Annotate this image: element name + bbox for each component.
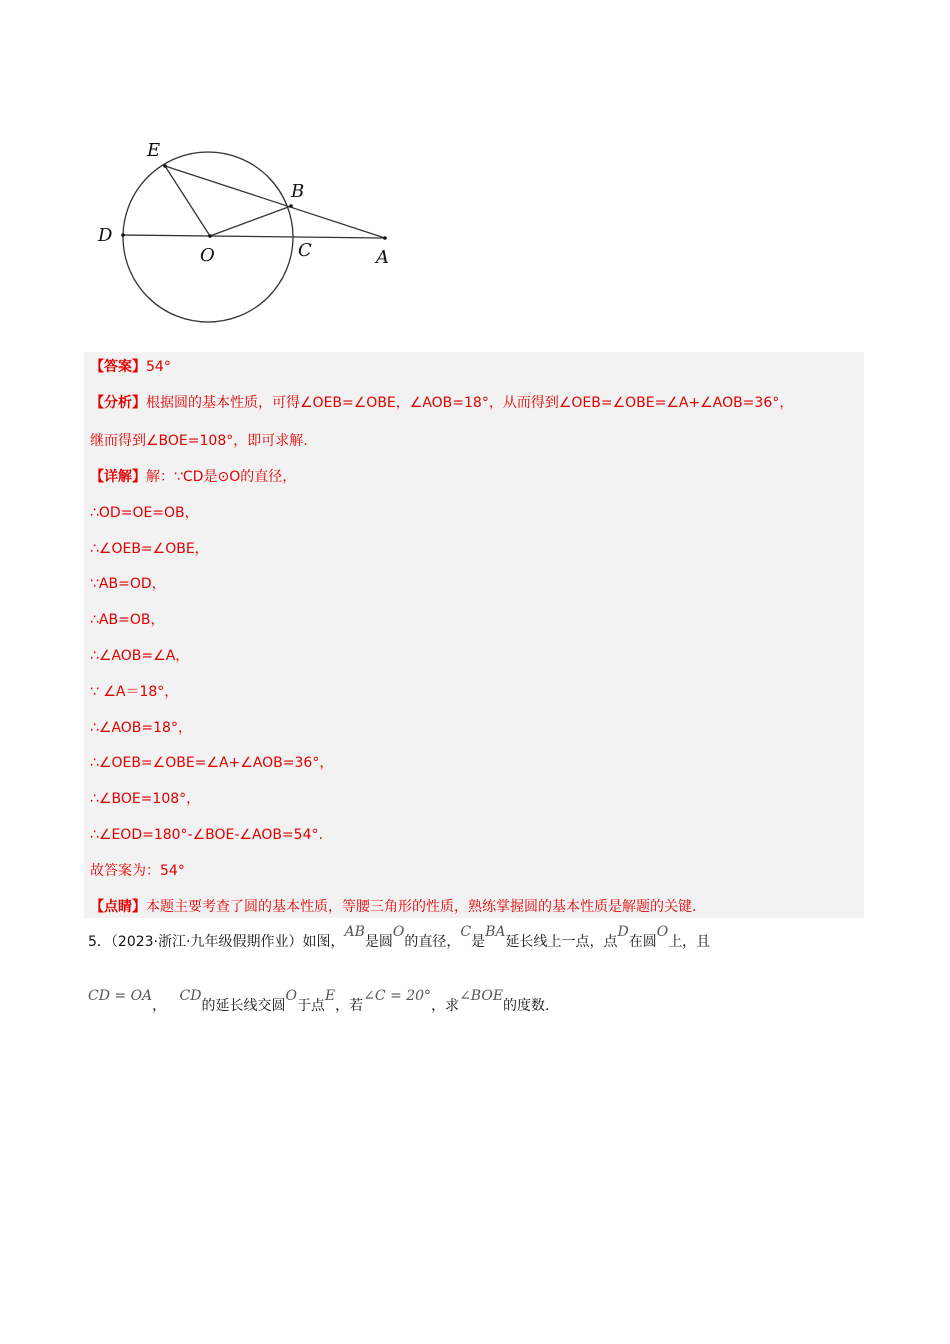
segment-o-e [165, 166, 210, 236]
detail-label: 【详解】 [90, 469, 146, 485]
detail-step: ∴∠AOB=∠A， [90, 648, 190, 664]
comment-text: 本题主要考查了圆的基本性质，等腰三角形的性质，熟练掌握圆的基本性质是解题的关键. [146, 899, 697, 915]
math-o: O [392, 924, 405, 940]
math-angle-boe: ∠BOE [459, 988, 504, 1004]
question-text: 于点 [296, 998, 325, 1014]
label-e: E [147, 140, 161, 161]
label-c: C [298, 240, 312, 261]
comment-line [90, 897, 696, 917]
math-ba: BA [485, 924, 506, 940]
math-c: C [460, 924, 472, 940]
detail-step: ∴OD=OE=OB， [90, 505, 199, 521]
detail-intro: 解：∵CD是⊙O的直径， [146, 469, 297, 485]
question-text: 上，且 [668, 934, 711, 950]
math-angle-c: ∠C = 20° [363, 988, 432, 1004]
analysis-line-1 [90, 393, 793, 413]
question-5-line-2 [88, 988, 550, 1016]
math-o: O [285, 988, 297, 1004]
question-number: 5． [88, 934, 111, 950]
circle-diagram [90, 135, 400, 330]
math-ab: AB [344, 924, 365, 940]
detail-step: ∴∠BOE=108°， [90, 791, 201, 807]
point-b [289, 204, 293, 208]
math-o: O [656, 924, 669, 940]
answer-value: 54° [146, 359, 171, 375]
label-b: B [291, 181, 305, 202]
detail-step: ∵AB=OD， [90, 576, 166, 592]
math-d: D [617, 924, 629, 940]
geometry-figure [90, 135, 400, 330]
question-text: ， [152, 998, 167, 1014]
label-o: O [200, 245, 215, 266]
answer-line [90, 357, 171, 377]
math-e: E [324, 988, 336, 1004]
point-d [121, 233, 125, 237]
detail-step: ∵ ∠A＝18°， [90, 684, 179, 700]
question-source: （2023·浙江·九年级假期作业） [110, 934, 303, 950]
point-o [208, 234, 212, 238]
question-text: 在圆 [628, 934, 657, 950]
analysis-label: 【分析】 [90, 395, 146, 411]
point-e [163, 164, 167, 168]
question-text: 的延长线交圆 [201, 998, 286, 1014]
label-d: D [98, 225, 113, 246]
conclusion-line: 故答案为：54° [90, 863, 185, 879]
segment-o-b [210, 206, 291, 236]
line-e-a [165, 166, 385, 238]
analysis-text-1: 根据圆的基本性质，可得∠OEB=∠OBE，∠AOB=18°，从而得到∠OEB=∠OBE=∠A+∠AOB=36°， [146, 395, 794, 411]
question-text: 是 [471, 934, 486, 950]
detail-step: ∴∠OEB=∠OBE=∠A+∠AOB=36°， [90, 755, 334, 771]
question-text: 的度数. [503, 998, 550, 1014]
detail-step: ∴∠EOD=180°-∠BOE-∠AOB=54°. [90, 827, 323, 843]
detail-step: ∴∠OEB=∠OBE， [90, 541, 209, 557]
question-text: ，求 [431, 998, 460, 1014]
question-text: 延长线上一点，点 [505, 934, 618, 950]
math-cd-eq-oa: CD = OA [88, 988, 153, 1004]
detail-step: ∴AB=OB， [90, 612, 165, 628]
detail-step: ∴∠AOB=18°， [90, 720, 192, 736]
analysis-line-2: 继而得到∠BOE=108°，即可求解. [90, 433, 308, 449]
question-text: 的直径， [404, 934, 461, 950]
detail-intro-line [90, 467, 296, 487]
label-a: A [376, 247, 389, 268]
question-text: 是圆 [364, 934, 393, 950]
answer-label: 【答案】 [90, 359, 146, 375]
comment-label: 【点睛】 [90, 899, 146, 915]
line-d-a [123, 235, 385, 238]
point-a [383, 236, 387, 240]
question-5-line-1 [88, 924, 711, 952]
question-text: ，若 [335, 998, 364, 1014]
question-text: 如图， [302, 934, 345, 950]
math-cd: CD [179, 988, 202, 1004]
